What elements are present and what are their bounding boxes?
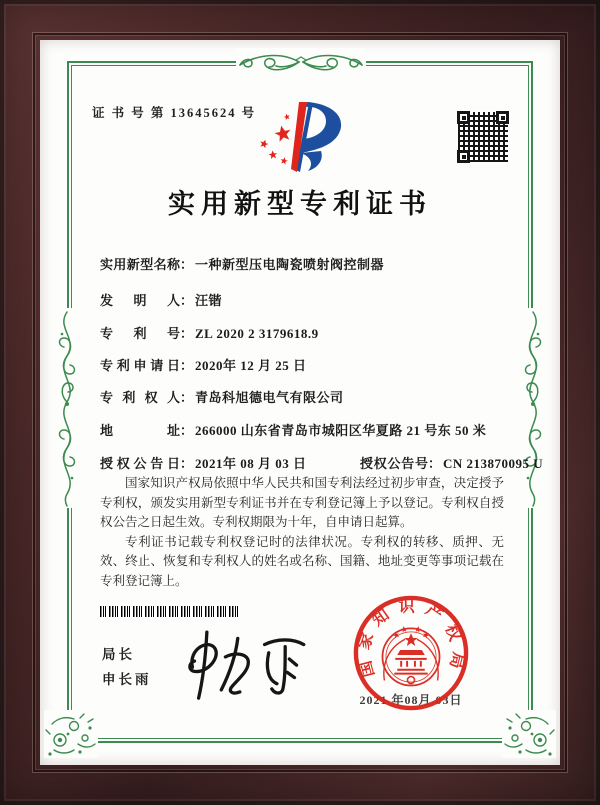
- cnipa-patent-logo-icon: [255, 100, 347, 174]
- field-label: 专利权人: [100, 390, 180, 405]
- colon: ：: [180, 326, 194, 341]
- field-value: CN 213870095 U: [443, 456, 544, 471]
- legal-paragraph-1: 国家知识产权局依照中华人民共和国专利法经过初步审查，决定授予专利权，颁发实用新型专利证书并在专利登记簿上予以登记。专利权自授权公告之日起生效。专利权期限为十年，自申请日起算。: [100, 476, 504, 529]
- field-value: 266000 山东省青岛市城阳区华夏路 21 号东 50 米: [195, 423, 487, 438]
- field-row-grant: [100, 453, 544, 472]
- seal-text: 国家知识产权局: [354, 597, 468, 680]
- field-value: 2021年 08 月 03 日: [195, 456, 307, 471]
- left-flourish-ornament: [54, 308, 80, 508]
- right-flourish-ornament: [520, 308, 546, 508]
- certificate-title: 实用新型专利证书: [168, 189, 432, 219]
- cnipa-red-seal-icon: [352, 594, 470, 712]
- director-signature-icon: [178, 626, 312, 706]
- colon: ：: [180, 257, 194, 272]
- colon: ：: [428, 456, 442, 471]
- officer-name: 申长雨: [102, 672, 152, 687]
- colon: ：: [180, 456, 194, 471]
- field-row-patentee: [100, 387, 344, 406]
- field-value: ZL 2020 2 3179618.9: [195, 326, 319, 341]
- officer-block: [102, 642, 152, 692]
- field-grant-number: [360, 453, 543, 472]
- qr-finder-bottomleft: [457, 150, 470, 163]
- field-label: 专利号: [100, 326, 180, 341]
- field-label: 实用新型名称: [100, 257, 180, 272]
- field-label: 专利申请日: [100, 358, 180, 373]
- top-swirl-ornament: [236, 48, 366, 78]
- field-row-address: [100, 420, 486, 439]
- field-label: 发明人: [100, 293, 180, 308]
- officer-title: 局长: [102, 647, 135, 662]
- certificate-number: 证 书 号 第 13645624 号: [92, 106, 257, 120]
- field-value: 青岛科旭德电气有限公司: [195, 390, 344, 405]
- certificate-page: [40, 40, 560, 765]
- field-value: 2020年 12 月 25 日: [195, 358, 307, 373]
- bottom-right-floral-ornament: [502, 710, 556, 758]
- qr-finder-topleft: [457, 111, 470, 124]
- seal-date: 2021 年08月 03日: [359, 693, 463, 707]
- colon: ：: [180, 358, 194, 373]
- barcode-icon: [100, 606, 240, 617]
- bottom-left-floral-ornament: [44, 710, 98, 758]
- field-row-patent-number: [100, 323, 319, 342]
- field-row-filing-date: [100, 355, 307, 374]
- colon: ：: [180, 390, 194, 405]
- field-row-name: [100, 254, 384, 273]
- field-value: 汪锴: [195, 293, 223, 308]
- field-label: 授权公告日: [100, 456, 180, 471]
- field-value: 一种新型压电陶瓷喷射阀控制器: [195, 257, 385, 272]
- colon: ：: [180, 293, 194, 308]
- field-label: 地址: [100, 423, 180, 438]
- field-label: 授权公告号: [360, 456, 428, 471]
- field-row-inventor: [100, 290, 222, 309]
- qr-finder-topright: [496, 111, 509, 124]
- legal-text: [100, 474, 504, 591]
- legal-paragraph-2: 专利证书记载专利权登记时的法律状况。专利权的转移、质押、无效、终止、恢复和专利权人的姓名或名称、国籍、地址变更等事项记载在专利登记簿上。: [100, 534, 504, 588]
- qr-code-icon: [456, 110, 510, 164]
- colon: ：: [180, 423, 194, 438]
